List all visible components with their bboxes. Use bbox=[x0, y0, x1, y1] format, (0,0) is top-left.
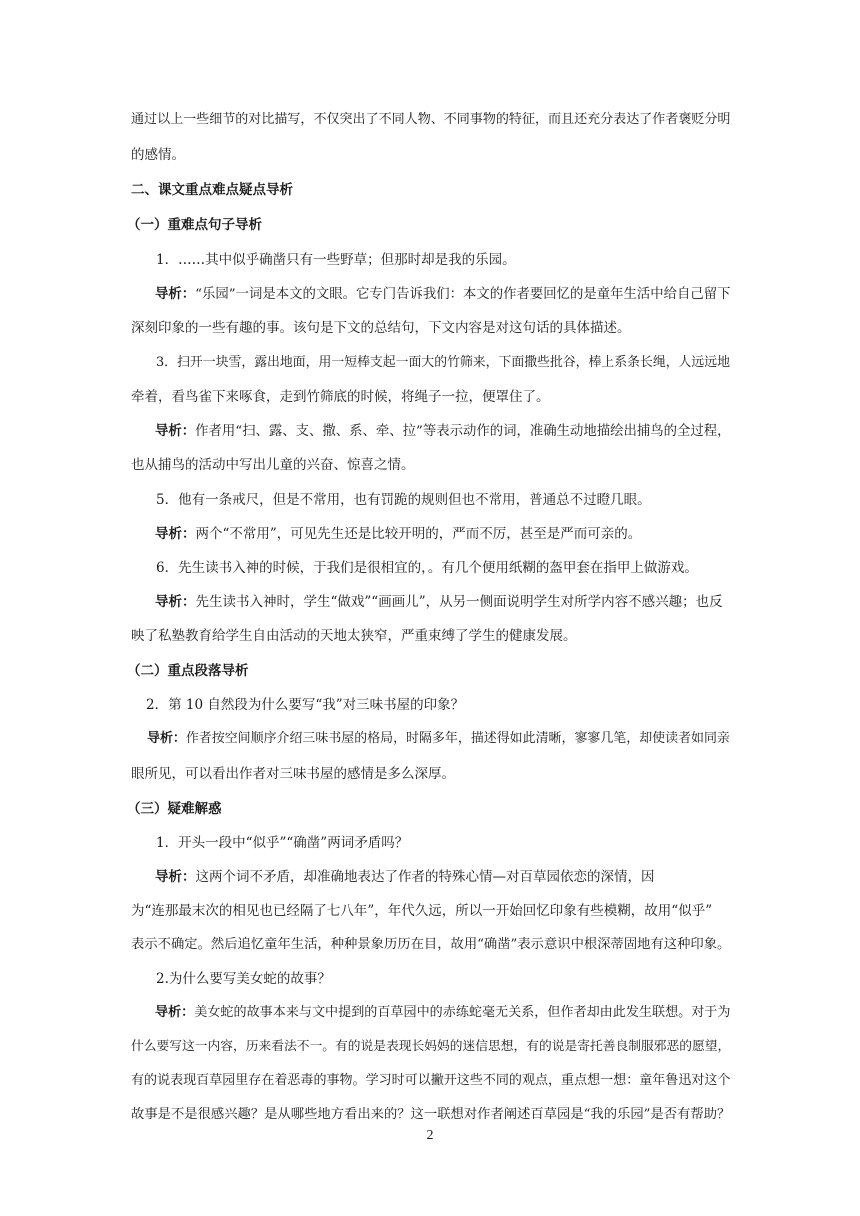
analysis-line: 有的说表现百草园里存在着恶毒的事物。学习时可以撇开这些不同的观点，重点想一想：童年鲁迅对这个 bbox=[131, 1073, 731, 1088]
analysis-label: 导析： bbox=[155, 423, 196, 439]
quoted-sentence: 5．他有一条戒尺，但是不常用，也有罚跪的规则但也不常用，普通总不过瞪几眼。 bbox=[156, 492, 651, 508]
analysis-line: 深刻印象的一些有趣的事。该句是下文的总结句，下文内容是对这句话的具体描述。 bbox=[131, 320, 631, 336]
analysis-line: 导析：两个“不常用”，可见先生还是比较开明的，严而不厉，甚至是严而可亲的。 bbox=[155, 526, 642, 542]
analysis-line: 什么要写这一内容，历来看法不一。有的说是表现长妈妈的迷信思想，有的说是寄托善良制服邪恶的愿望， bbox=[131, 1039, 731, 1054]
analysis-line: 导析：美女蛇的故事本来与文中提到的百草园中的赤练蛇毫无关系，但作者却由此发生联想。对于为 bbox=[155, 1005, 731, 1020]
analysis-label: 导析： bbox=[155, 526, 196, 542]
question-line: 2.为什么要写美女蛇的故事？ bbox=[156, 971, 331, 987]
page-number: 2 bbox=[426, 1128, 434, 1143]
analysis-line: 导析：先生读书入神时，学生“做戏”“画画儿”，从另一侧面说明学生对所学内容不感兴趣；也反 bbox=[155, 594, 723, 610]
body-paragraph-line: 通过以上一些细节的对比描写，不仅突出了不同人物、不同事物的特征，而且还充分表达了作者褒贬分明 bbox=[131, 112, 731, 127]
body-paragraph-line: 的感情。 bbox=[131, 147, 185, 163]
subsection-heading: （三）疑难解惑 bbox=[127, 801, 222, 817]
analysis-label: 导析： bbox=[155, 594, 196, 610]
analysis-line: 表示不确定。然后追忆童年生活，种种景象历历在目，故用“确凿”表示意识中根深蒂固地有这种印象。 bbox=[131, 937, 731, 952]
quoted-sentence: 3．扫开一块雪，露出地面，用一短棒支起一面大的竹筛来，下面撒些批谷，棒上系条长绳，人远远地 bbox=[156, 355, 730, 370]
analysis-line: 故事是不是很感兴趣？是从哪些地方看出来的？这一联想对作者阐述百草园是“我的乐园”是否有帮助？ bbox=[131, 1107, 731, 1122]
quoted-sentence: 牵着，看鸟雀下来啄食，走到竹筛底的时候，将绳子一拉，便罩住了。 bbox=[131, 389, 550, 405]
analysis-line: 也从捕鸟的活动中写出儿童的兴奋、惊喜之情。 bbox=[131, 457, 415, 473]
analysis-label: 导析： bbox=[155, 1005, 195, 1020]
subsection-heading: （一）重难点句子导析 bbox=[127, 217, 262, 233]
subsection-heading: （二）重点段落导析 bbox=[127, 663, 249, 679]
analysis-line: 导析：这两个词不矛盾，却准确地表达了作者的特殊心情—对百草园依恋的深情，因 bbox=[155, 869, 655, 885]
analysis-label: 导析： bbox=[147, 731, 186, 746]
question-line: 1．开头一段中“似乎”“确凿”两词矛盾吗？ bbox=[156, 835, 409, 851]
analysis-line: 导析：作者用“扫、露、支、撒、系、牵、拉”等表示动作的词，准确生动地描绘出捕鸟的全过程， bbox=[155, 423, 731, 439]
analysis-line: 映了私塾教育给学生自由活动的天地太狭窄，严重束缚了学生的健康发展。 bbox=[131, 628, 577, 644]
analysis-label: 导析： bbox=[155, 286, 196, 302]
analysis-label: 导析： bbox=[155, 869, 196, 885]
quoted-sentence: 1．……其中似乎确凿只有一些野草；但那时却是我的乐园。 bbox=[156, 252, 516, 268]
question-line: 2．第 10 自然段为什么要写“我”对三味书屋的印象？ bbox=[146, 697, 465, 713]
analysis-line: 导析：作者按空间顺序介绍三味书屋的格局，时隔多年，描述得如此清晰，寥寥几笔，却使读者如同亲 bbox=[147, 731, 730, 746]
analysis-line: 导析：“乐园”一词是本文的文眼。它专门告诉我们：本文的作者要回忆的是童年生活中给自己留下 bbox=[155, 286, 731, 302]
analysis-line: 眼所见，可以看出作者对三味书屋的感情是多么深厚。 bbox=[131, 766, 455, 782]
analysis-line: 为“连那最末次的相见也已经隔了七八年”，年代久远，所以一开始回忆印象有些模糊，故用“似乎” bbox=[131, 903, 713, 919]
quoted-sentence: 6．先生读书入神的时候，于我们是很相宜的，。有几个便用纸糊的盔甲套在指甲上做游戏。 bbox=[156, 560, 698, 576]
section-heading: 二、课文重点难点疑点导析 bbox=[131, 182, 293, 198]
